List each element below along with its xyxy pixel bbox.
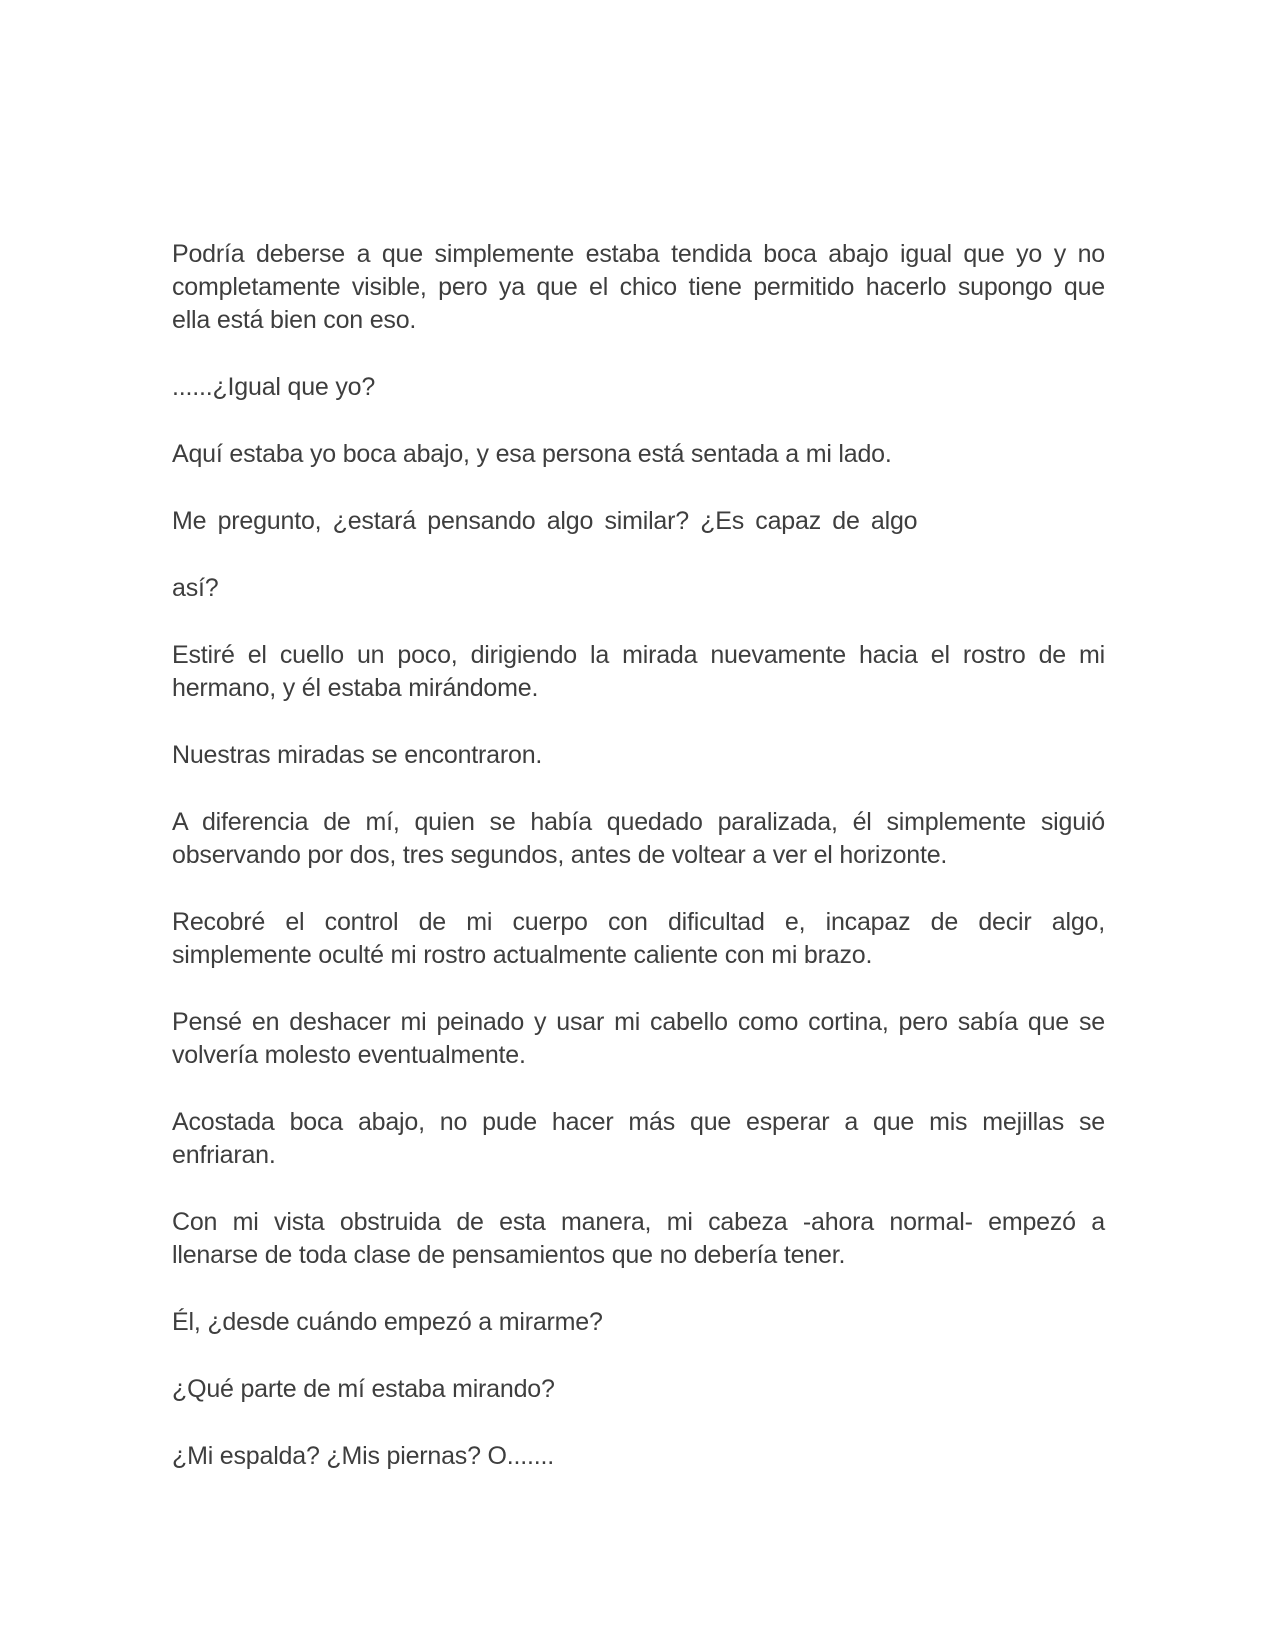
paragraph-line: ella está bien con eso. bbox=[172, 306, 417, 334]
paragraph-line: Me pregunto, ¿estará pensando algo similar? ¿Es capaz de algo bbox=[172, 507, 918, 535]
paragraph-line: Acostada boca abajo, no pude hacer más que esperar a que mis mejillas se bbox=[172, 1108, 1105, 1136]
paragraph-line: A diferencia de mí, quien se había quedado paralizada, él simplemente siguió bbox=[172, 808, 1105, 836]
paragraph-line: Recobré el control de mi cuerpo con dificultad e, incapaz de decir algo, bbox=[172, 908, 1105, 936]
paragraph-line: Estiré el cuello un poco, dirigiendo la mirada nuevamente hacia el rostro de mi bbox=[172, 641, 1105, 669]
paragraph bbox=[172, 1373, 1105, 1406]
paragraph-line: completamente visible, pero ya que el chico tiene permitido hacerlo supongo que bbox=[172, 273, 1105, 301]
paragraph bbox=[172, 1006, 1105, 1072]
paragraph-line: volvería molesto eventualmente. bbox=[172, 1041, 526, 1069]
paragraph-line: Pensé en deshacer mi peinado y usar mi cabello como cortina, pero sabía que se bbox=[172, 1008, 1105, 1036]
paragraph bbox=[172, 1306, 1105, 1339]
paragraph bbox=[172, 906, 1105, 972]
paragraph bbox=[172, 238, 1105, 337]
text-column bbox=[172, 238, 1105, 1507]
paragraph-line: simplemente oculté mi rostro actualmente caliente con mi brazo. bbox=[172, 941, 873, 969]
paragraph bbox=[172, 438, 1105, 471]
paragraph bbox=[172, 739, 1105, 772]
paragraph-line: ¿Qué parte de mí estaba mirando? bbox=[172, 1375, 555, 1403]
paragraph bbox=[172, 505, 1105, 538]
paragraph-line: ¿Mi espalda? ¿Mis piernas? O....... bbox=[172, 1442, 555, 1470]
paragraph bbox=[172, 639, 1105, 705]
paragraph-line: Podría deberse a que simplemente estaba tendida boca abajo igual que yo y no bbox=[172, 240, 1105, 268]
paragraph bbox=[172, 371, 1105, 404]
paragraph-line: así? bbox=[172, 574, 219, 602]
paragraph-line: Él, ¿desde cuándo empezó a mirarme? bbox=[172, 1308, 603, 1336]
paragraph-line: Nuestras miradas se encontraron. bbox=[172, 741, 543, 769]
paragraph-line: hermano, y él estaba mirándome. bbox=[172, 674, 539, 702]
paragraph-line: llenarse de toda clase de pensamientos que no debería tener. bbox=[172, 1241, 846, 1269]
paragraph bbox=[172, 1106, 1105, 1172]
paragraph-line: enfriaran. bbox=[172, 1141, 276, 1169]
paragraph-line: observando por dos, tres segundos, antes de voltear a ver el horizonte. bbox=[172, 841, 948, 869]
paragraph bbox=[172, 1206, 1105, 1272]
paragraph-line: Aquí estaba yo boca abajo, y esa persona está sentada a mi lado. bbox=[172, 440, 892, 468]
paragraph bbox=[172, 572, 1105, 605]
paragraph bbox=[172, 806, 1105, 872]
paragraph bbox=[172, 1440, 1105, 1473]
paragraph-line: Con mi vista obstruida de esta manera, mi cabeza -ahora normal- empezó a bbox=[172, 1208, 1105, 1236]
paragraph-line: ......¿Igual que yo? bbox=[172, 373, 376, 401]
